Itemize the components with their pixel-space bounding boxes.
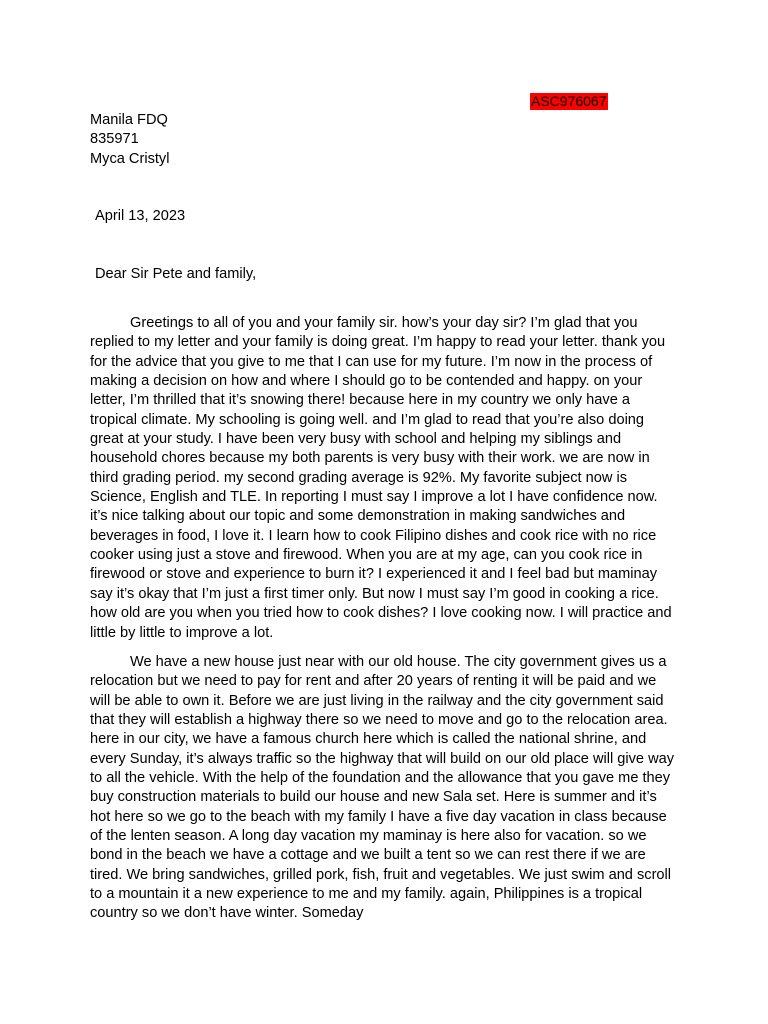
sender-block: [90, 111, 169, 169]
letter-date: April 13, 2023: [95, 208, 186, 224]
sender-line-city: Manila FDQ: [90, 112, 168, 128]
body-paragraph: Greetings to all of you and your family sir. how’s your day sir? I’m glad that you replied to my letter and your family is doing great. I’m happy to read your letter. thank you for the advice that you give to me that I can use for my future. I’m now in the process of making a decision on how and where I should go to be contended and happy. on your letter, I’m thrilled that it’s snowing there! because here in my country we only have a tropical climate. My schooling is going well. and I’m glad to read that you’re also doing great at your study. I have been very busy with school and helping my siblings and household chores because my both parents is very busy with their work. we are now in third grading period. my second grading average is 92%. My favorite subject now is Science, English and TLE. In reporting I must say I improve a lot I have confidence now. it’s nice talking about our topic and some demonstration in making sandwiches and beverages in food, I love it. I learn how to cook Filipino dishes and cook rice with no rice cooker using just a stove and firewood. When you are at my age, can you cook rice in firewood or stove and experience to burn it? I experienced it and I feel bad but maminay say it’s okay that I’m just a first timer only. But now I must say I’m good in cooking a rice. how old are you when you tried how to cook dishes? I love cooking now. I will practice and little by little to improve a lot.: [90, 315, 672, 641]
sender-line-name: Myca Cristyl: [90, 150, 170, 167]
salutation: Dear Sir Pete and family,: [95, 266, 257, 282]
body-paragraph: We have a new house just near with our old house. The city government gives us a relocation but we need to pay for rent and after 20 years of renting it will be paid and we will be able to own it. Before we are just living in the railway and the city government said that they will establish a highway there so we need to move and go to the relocation area. here in our city, we have a famous church here which is called the national shrine, and every Sunday, it’s always traffic so the highway that will build on our old place will give way to all the vehicle. With the help of the foundation and the allowance that you gave me they buy construction materials to build our house and new Sala set. Here is summer and it’s hot here so we go to the beach with my family I have a five day vacation in class because of the lenten season. A long day vacation my maminay is here also for vacation. so we bond in the beach we have a cottage and we built a tent so we can rest there if we are tired. We bring sandwiches, grilled pork, fish, fruit and vegetables. We just swim and scroll to a mountain it a new experience to me and my family. again, Philippines is a tropical country so we don’t have winter. Someday: [90, 653, 675, 922]
letter-body: [90, 314, 678, 934]
sender-line-code: 835971: [90, 131, 139, 148]
document-id-stamp: ASC976067: [531, 93, 607, 109]
